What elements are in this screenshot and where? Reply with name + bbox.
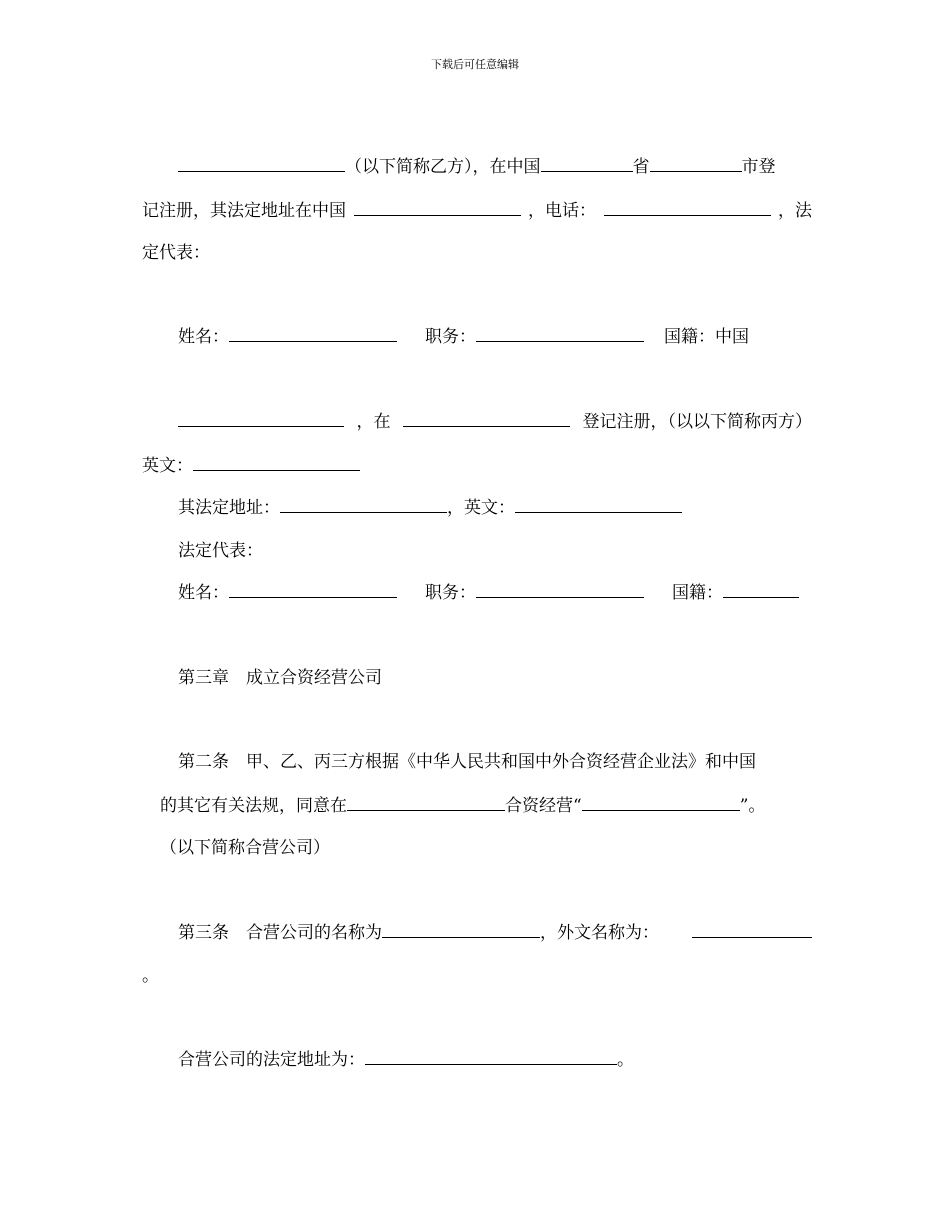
- blank-company-address[interactable]: [365, 1048, 617, 1065]
- party-b-line-2: 记注册，其法定地址在中国 ，电话： ，法: [142, 201, 812, 221]
- chapter-heading: 第三章 成立合资经营公司: [178, 668, 382, 688]
- blank-province[interactable]: [541, 155, 633, 172]
- blank-c-nationality[interactable]: [723, 581, 799, 598]
- blank-foreign-name[interactable]: [692, 921, 812, 938]
- blank-phone[interactable]: [604, 199, 771, 216]
- article-2-line-2: 的其它有关法规，同意在 合资经营“ ”。: [160, 796, 766, 816]
- article-2-line-3: （以下简称合营公司）: [160, 838, 330, 858]
- blank-legal-address[interactable]: [354, 199, 521, 216]
- blank-party-c-name[interactable]: [178, 410, 344, 427]
- blank-rep-title[interactable]: [476, 325, 644, 342]
- party-c-rep-label: 法定代表：: [178, 541, 263, 561]
- blank-party-c-registration-place[interactable]: [403, 410, 570, 427]
- party-c-representative-row: 姓名： 职务： 国籍：: [178, 581, 799, 605]
- blank-company-name[interactable]: [382, 921, 540, 938]
- article-3-line-2: 。: [142, 966, 159, 986]
- blank-c-rep-name[interactable]: [229, 581, 397, 598]
- blank-c-rep-title[interactable]: [476, 581, 644, 598]
- party-c-english-row: 英文：: [142, 454, 360, 478]
- page-header-note: 下载后可任意编辑: [431, 58, 519, 71]
- article-3-line-1: 第三条 合营公司的名称为 ，外文名称为：: [142, 921, 812, 945]
- party-b-line-1: （以下简称乙方），在中国 省 市登: [142, 155, 812, 179]
- blank-party-c-address-english[interactable]: [515, 496, 682, 513]
- company-address-row: 合营公司的法定地址为： 。: [178, 1050, 634, 1070]
- blank-city[interactable]: [650, 155, 742, 172]
- party-c-line-1: ，在 登记注册，（以以下简称丙方）: [142, 410, 812, 434]
- party-c-address-row: 其法定地址： ，英文：: [178, 496, 682, 520]
- blank-rep-name[interactable]: [229, 325, 397, 342]
- blank-party-c-english-name[interactable]: [193, 454, 360, 471]
- blank-jv-location[interactable]: [347, 794, 505, 811]
- blank-jv-name[interactable]: [582, 794, 740, 811]
- article-2-line-1: 第二条 甲、乙、丙三方根据《中华人民共和国中外合资经营企业法》和中国: [178, 752, 756, 772]
- party-b-line-3: 定代表：: [142, 243, 210, 263]
- blank-party-b-name[interactable]: [178, 155, 345, 172]
- blank-party-c-address[interactable]: [280, 496, 447, 513]
- party-b-representative-row: 姓名： 职务： 国籍：中国: [178, 327, 749, 347]
